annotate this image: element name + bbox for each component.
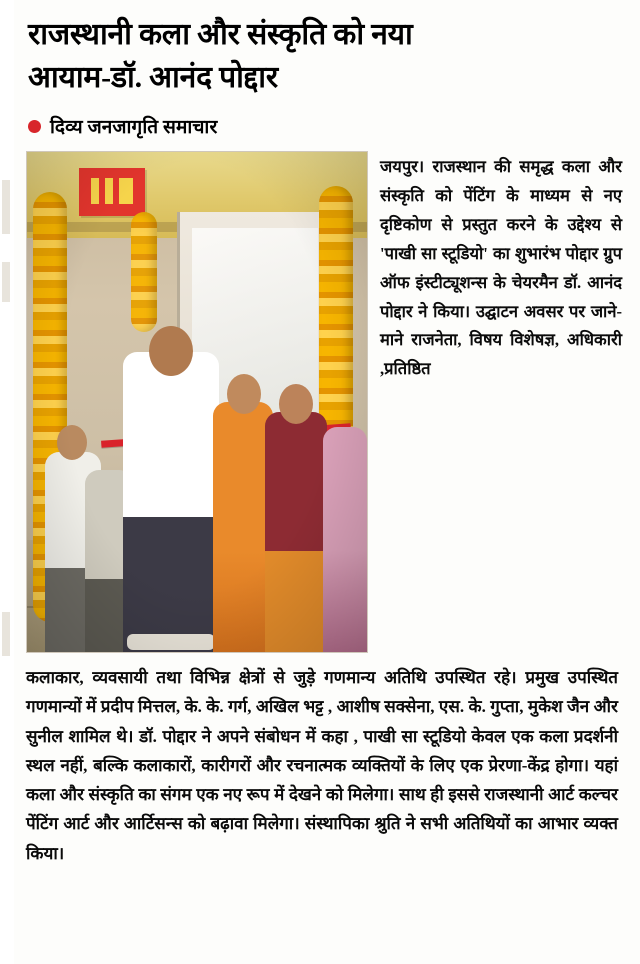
article-body-top xyxy=(26,151,622,653)
page-gutter xyxy=(0,0,14,964)
kicker xyxy=(28,113,622,139)
page-bottom-fade xyxy=(26,950,622,964)
headline-line-1: राजस्थानी कला और संस्कृति को नया xyxy=(28,18,413,51)
article-body-text: कलाकार, व्यवसायी तथा विभिन्न क्षेत्रों से जुड़े गणमान्य अतिथि उपस्थित रहे। प्रमुख उपस्थित गणमान्यों में प्रदीप मित्तल, के. के. गर्ग, अखिल भट्ट , आशीष सक्सेना, एस. के. गुप्ता, मुकेश जैन और सुनील शामिल थे। डॉ. पोद्दार ने अपने संबोधन में कहा , पाखी सा स्टूडियो केवल एक कला प्रदर्शनी स्थल नहीं, बल्कि कलाकारों, कारीगरों और रचनात्मक व्यक्तियों के लिए एक प्रेरणा-केंद्र होगा। यहां कला और संस्कृति का संगम एक नए रूप में देखने को मिलेगा। साथ ही इससे राजस्थानी आर्ट कल्चर पेंटिंग आर्ट और आर्टिसन्स को बढ़ावा मिलेगा। संस्थापिका श्रुति ने सभी अतिथियों का आभार व्यक्त किया। xyxy=(26,668,618,863)
article-photo xyxy=(26,151,368,653)
photo-vignette xyxy=(27,152,367,652)
kicker-label: दिव्य जनजागृति समाचार xyxy=(50,117,218,139)
gutter-mark xyxy=(2,262,10,302)
article-column-text: जयपुर। राजस्थान की समृद्ध कला और संस्कृति को पेंटिंग के माध्यम से नए दृष्टिकोण से प्रस्तुत करने के उद्देश्य से 'पाखी सा स्टूडियो' का शुभारंभ पोद्दार ग्रुप ऑफ इंस्टीट्यूशन्स के चेयरमैन डॉ. आनंद पोद्दार ने किया। उद्घाटन अवसर पर जाने-माने राजनेता, विषय विशेषज्ञ, अधिकारी ,प्रतिष्ठित xyxy=(380,157,622,379)
bullet-dot-icon xyxy=(28,120,41,133)
gutter-mark xyxy=(2,612,10,656)
gutter-mark xyxy=(2,180,10,234)
article-body-continuation xyxy=(26,663,622,868)
headline xyxy=(26,14,622,99)
headline-line-2: आयाम-डॉ. आनंद पोद्दार xyxy=(28,60,278,94)
article-first-column xyxy=(380,151,622,384)
